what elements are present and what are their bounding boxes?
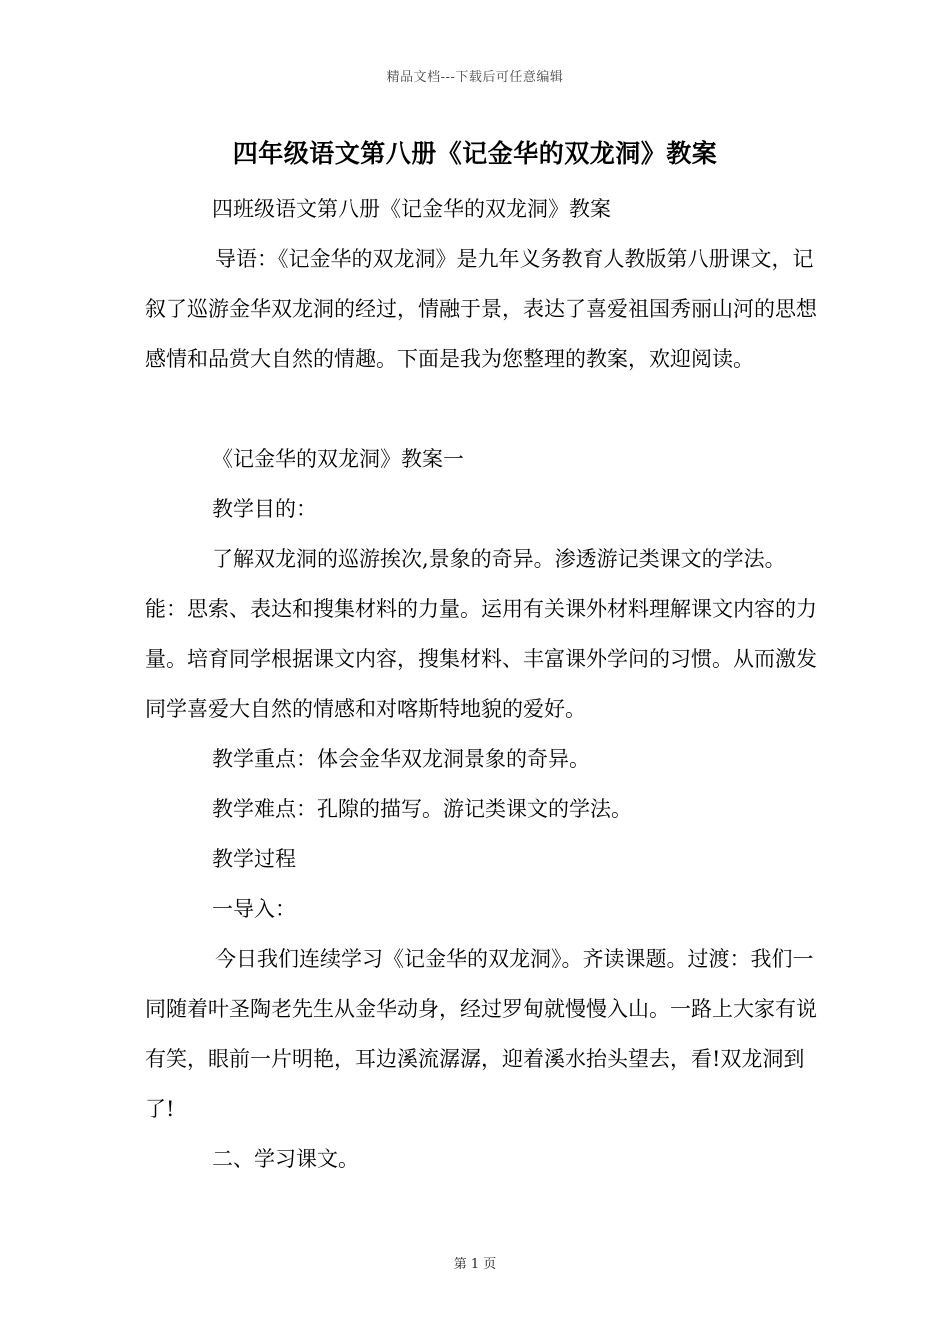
document-title: 四年级语文第八册《记金华的双龙洞》教案 (232, 139, 718, 168)
section-title: 《记金华的双龙洞》教案一 (212, 447, 464, 471)
document-body (145, 184, 825, 1184)
objectives-label: 教学目的： (212, 497, 317, 521)
key-point: 教学重点：体会金华双龙洞景象的奇异。 (212, 747, 590, 771)
page-header: 精品文档---下载后可任意编辑 (386, 70, 564, 85)
objectives-paragraph: 了解双龙洞的巡游挨次,景象的奇异。渗透游记类课文的学法。能：思索、表达和搜集材料的力量。运用有关课外材料理解课文内容的力量。培育同学根据课文内容，搜集材料、丰富课外学问的习惯。从而激发同学喜爱大自然的情感和对喀斯特地貌的爱好。 (145, 547, 817, 721)
step1-label: 一导入： (212, 897, 296, 921)
document-subtitle: 四班级语文第八册《记金华的双龙洞》教案 (212, 197, 611, 221)
step1-paragraph: 今日我们连续学习《记金华的双龙洞》。齐读课题。过渡：我们一同随着叶圣陶老先生从金华动身，经过罗甸就慢慢入山。一路上大家有说有笑，眼前一片明艳，耳边溪流潺潺，迎着溪水抬头望去，看!双龙洞到了! (145, 947, 817, 1121)
page-number: 第 1 页 (453, 1257, 497, 1272)
difficulty-point: 教学难点：孔隙的描写。游记类课文的学法。 (212, 797, 632, 821)
process-label: 教学过程 (212, 847, 296, 871)
paragraph-spacer (145, 384, 825, 434)
step2-label: 二、学习课文。 (212, 1147, 359, 1171)
intro-paragraph: 导语：《记金华的双龙洞》是九年义务教育人教版第八册课文，记叙了巡游金华双龙洞的经过，情融于景，表达了喜爱祖国秀丽山河的思想感情和品赏大自然的情趣。下面是我为您整理的教案，欢迎阅读。 (145, 247, 817, 371)
